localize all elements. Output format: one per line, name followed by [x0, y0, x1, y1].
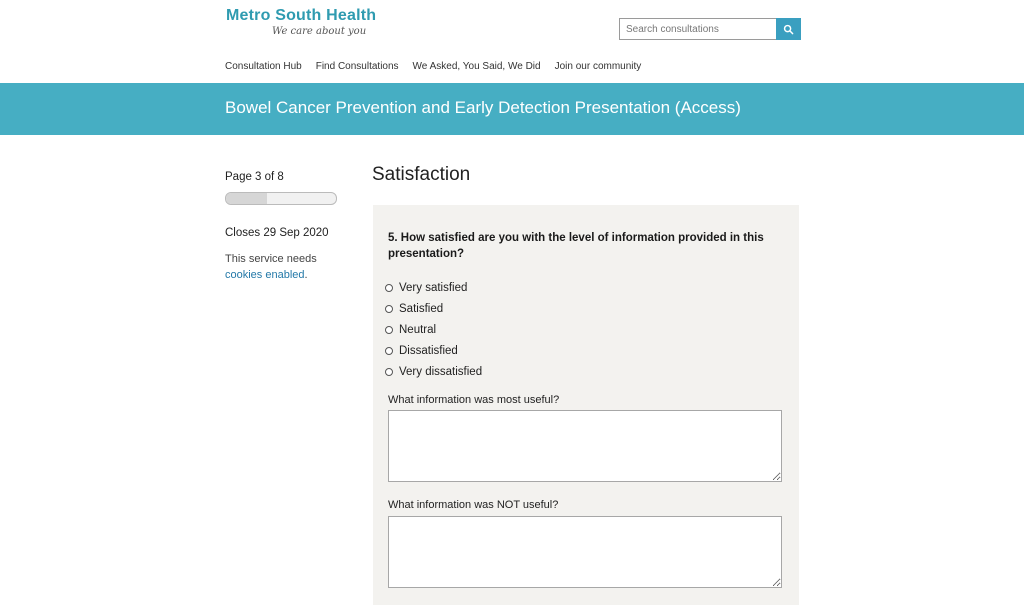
- option-label: Neutral: [399, 323, 437, 336]
- logo-title: Metro South Health: [226, 7, 377, 24]
- logo[interactable]: [226, 7, 376, 37]
- cookie-text: This service needs: [225, 253, 317, 265]
- radio-button[interactable]: [385, 305, 393, 313]
- nav-join-community[interactable]: Join our community: [554, 61, 642, 72]
- main-nav: [225, 61, 641, 72]
- nav-we-asked[interactable]: We Asked, You Said, We Did: [412, 61, 541, 72]
- consultation-title: Bowel Cancer Prevention and Early Detection Presentation (Access): [225, 98, 741, 117]
- cookies-link[interactable]: cookies enabled: [225, 269, 305, 281]
- nav-consultation-hub[interactable]: Consultation Hub: [225, 61, 302, 72]
- option-label: Dissatisfied: [399, 344, 458, 357]
- search-bar: [619, 18, 801, 40]
- search-input[interactable]: [619, 18, 776, 40]
- search-icon: [783, 24, 794, 35]
- search-button[interactable]: [776, 18, 801, 40]
- option-dissatisfied[interactable]: [385, 340, 482, 361]
- page-title: Satisfaction: [372, 164, 471, 185]
- most-useful-label: What information was most useful?: [388, 394, 560, 406]
- radio-button[interactable]: [385, 326, 393, 334]
- not-useful-textarea[interactable]: [388, 516, 782, 588]
- radio-button[interactable]: [385, 284, 393, 292]
- question-text: 5. How satisfied are you with the level of information provided in this presentation?: [388, 232, 764, 260]
- title-banner: [0, 83, 1024, 135]
- not-useful-label: What information was NOT useful?: [388, 499, 559, 511]
- question-panel: [373, 205, 799, 605]
- option-label: Very dissatisfied: [399, 365, 483, 378]
- progress-fill: [226, 193, 267, 204]
- most-useful-textarea[interactable]: [388, 410, 782, 482]
- progress-bar: [225, 192, 337, 205]
- radio-button[interactable]: [385, 347, 393, 355]
- logo-tagline: We care about you: [272, 26, 367, 37]
- radio-group: [385, 277, 482, 382]
- option-label: Satisfied: [399, 302, 444, 315]
- nav-find-consultations[interactable]: Find Consultations: [315, 61, 399, 72]
- option-very-dissatisfied[interactable]: [385, 361, 482, 382]
- sidebar: [225, 171, 345, 283]
- cookie-suffix: .: [304, 269, 308, 281]
- option-satisfied[interactable]: [385, 298, 482, 319]
- option-very-satisfied[interactable]: [385, 277, 482, 298]
- option-label: Very satisfied: [399, 281, 468, 294]
- option-neutral[interactable]: [385, 319, 482, 340]
- radio-button[interactable]: [385, 368, 393, 376]
- closing-date: Closes 29 Sep 2020: [225, 227, 329, 239]
- cookie-note: [225, 251, 345, 283]
- page-indicator: Page 3 of 8: [225, 171, 284, 183]
